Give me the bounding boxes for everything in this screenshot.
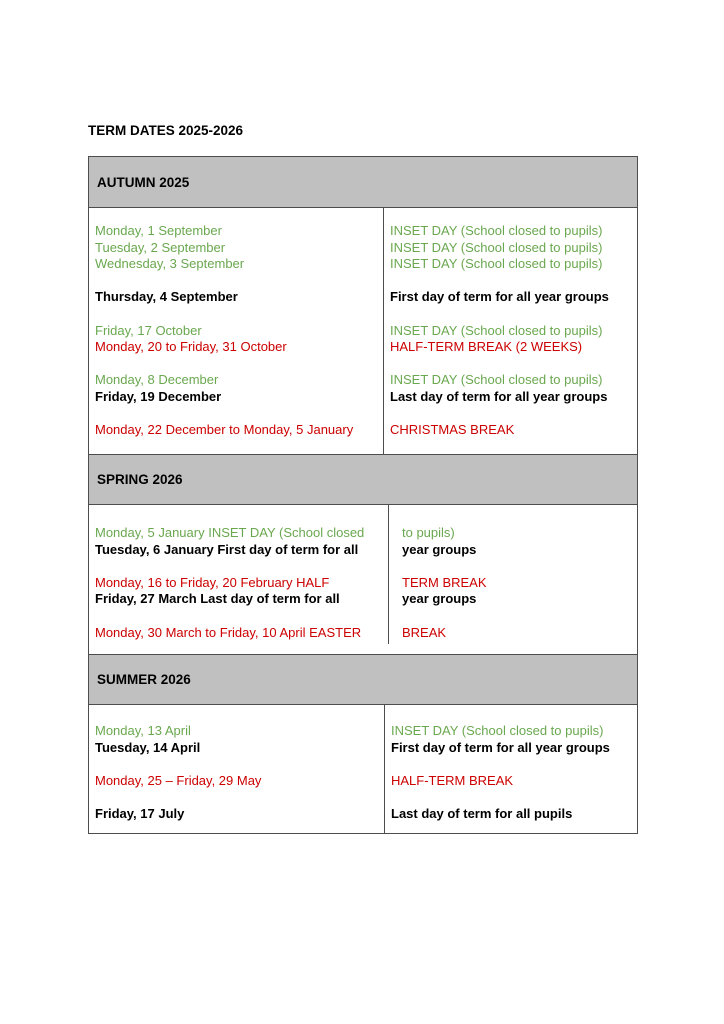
term-event: HALF-TERM BREAK [391, 772, 514, 788]
spacer-line [402, 558, 637, 575]
term-date: Monday, 20 to Friday, 31 October [95, 339, 287, 355]
term-event: INSET DAY (School closed to pupils) [390, 322, 603, 338]
term-section-summer-2026 [89, 654, 637, 833]
term-event: to pupils) [402, 525, 455, 540]
term-event: year groups [402, 541, 477, 557]
term-date: Friday, 27 March Last day of term for all [95, 591, 340, 607]
term-date: Thursday, 4 September [95, 289, 238, 305]
spacer-line [95, 356, 383, 373]
document-title: TERM DATES 2025-2026 [88, 123, 244, 138]
term-event: BREAK [402, 624, 447, 640]
term-date: Monday, 25 – Friday, 29 May [95, 772, 262, 788]
event-column [388, 525, 637, 654]
spacer-line [402, 608, 637, 625]
term-date: Friday, 19 December [95, 388, 222, 404]
term-event: INSET DAY (School closed to pupils) [391, 723, 604, 738]
section-body [89, 505, 637, 654]
term-event: INSET DAY (School closed to pupils) [390, 239, 603, 255]
term-date: Monday, 1 September [95, 223, 222, 238]
term-event: INSET DAY (School closed to pupils) [390, 372, 603, 388]
column-divider [383, 208, 384, 454]
spacer-line [95, 273, 383, 290]
spacer-line [95, 608, 388, 625]
term-date: Wednesday, 3 September [95, 256, 245, 272]
term-date: Monday, 8 December [95, 372, 219, 388]
term-dates-table [88, 156, 638, 834]
date-column [89, 223, 383, 454]
term-date: Tuesday, 2 September [95, 239, 226, 255]
term-date: Tuesday, 6 January First day of term for all [95, 541, 359, 557]
column-divider [388, 505, 389, 644]
event-column [383, 223, 637, 454]
event-column [384, 723, 637, 833]
spacer-line [390, 273, 637, 290]
term-date: Monday, 16 to Friday, 20 February HALF [95, 574, 330, 590]
term-date: Monday, 30 March to Friday, 10 April EASTER [95, 624, 362, 640]
spacer-line [390, 356, 637, 373]
term-event: year groups [402, 591, 477, 607]
term-date: Monday, 13 April [95, 723, 191, 738]
spacer-line [95, 306, 383, 323]
spacer-line [390, 406, 637, 423]
section-header: SUMMER 2026 [89, 654, 637, 705]
term-date: Tuesday, 14 April [95, 739, 201, 755]
term-event: INSET DAY (School closed to pupils) [390, 256, 603, 272]
date-column [89, 723, 384, 833]
term-event: CHRISTMAS BREAK [390, 422, 515, 438]
term-section-autumn-2025 [89, 157, 637, 454]
term-event: TERM BREAK [402, 574, 487, 590]
spacer-line [391, 756, 637, 773]
section-header: SPRING 2026 [89, 454, 637, 505]
term-event: First day of term for all year groups [391, 739, 610, 755]
term-event: Last day of term for all pupils [391, 805, 573, 821]
term-event: HALF-TERM BREAK (2 WEEKS) [390, 339, 583, 355]
spacer-line [95, 756, 384, 773]
spacer-line [390, 306, 637, 323]
term-event: INSET DAY (School closed to pupils) [390, 223, 603, 238]
term-date: Friday, 17 October [95, 322, 202, 338]
term-section-spring-2026 [89, 454, 637, 654]
spacer-line [95, 789, 384, 806]
spacer-line [391, 789, 637, 806]
date-column [89, 525, 388, 654]
column-divider [384, 705, 385, 833]
spacer-line [95, 406, 383, 423]
term-date: Friday, 17 July [95, 805, 185, 821]
spacer-line [95, 558, 388, 575]
section-header: AUTUMN 2025 [89, 157, 637, 208]
term-date: Monday, 22 December to Monday, 5 January [95, 422, 354, 438]
term-event: Last day of term for all year groups [390, 388, 608, 404]
section-body [89, 208, 637, 454]
term-date: Monday, 5 January INSET DAY (School closed [95, 525, 365, 540]
term-event: First day of term for all year groups [390, 289, 609, 305]
section-body [89, 705, 637, 833]
